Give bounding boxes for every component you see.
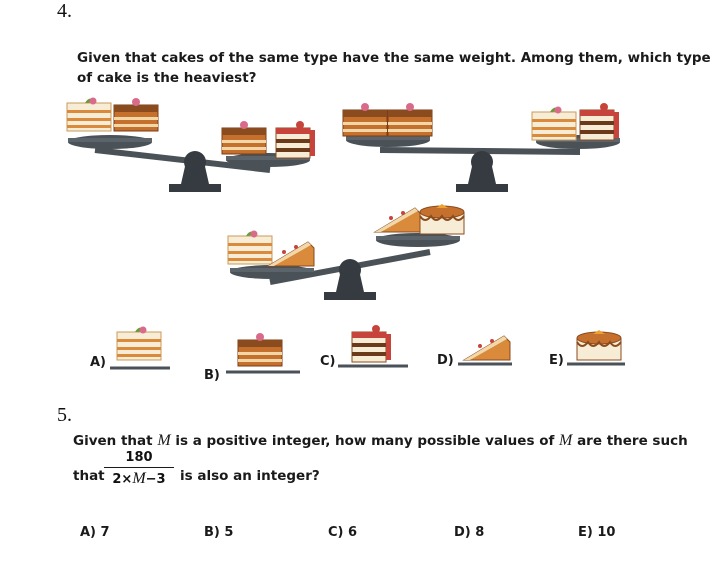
scale-1-left-pan	[68, 135, 152, 149]
option-c-cake	[352, 325, 391, 362]
scale-2-fulcrum	[456, 151, 508, 192]
cake-c	[580, 103, 619, 140]
cake-c	[276, 121, 315, 158]
variable-m: M	[559, 432, 573, 449]
q5-option-d[interactable]: D) 8	[454, 525, 485, 540]
cake-b	[222, 121, 266, 154]
scale-3	[228, 204, 464, 300]
cake-b	[388, 103, 432, 136]
option-d-cake	[464, 336, 510, 360]
option-a-cake	[117, 327, 161, 361]
question-5-that: that	[73, 468, 105, 484]
cake-a	[67, 98, 111, 132]
fraction-bar	[104, 467, 174, 468]
q5-option-b[interactable]: B) 5	[204, 525, 234, 540]
q5-option-a[interactable]: A) 7	[80, 525, 110, 540]
fraction-numerator: 180	[125, 450, 153, 465]
cake-a	[228, 231, 272, 265]
q4-option-b[interactable]: B)	[204, 368, 220, 383]
cake-d	[268, 242, 314, 266]
cake-b	[114, 98, 158, 131]
q4-option-c[interactable]: C)	[320, 354, 336, 369]
scale-3-right-pan	[376, 233, 460, 247]
question-4-line-1: Given that cakes of the same type have the same weight. Among them, which type	[77, 50, 711, 66]
question-5-line-2: is also an integer?	[180, 468, 320, 484]
option-cakes	[110, 325, 625, 372]
question-5-number: 5.	[57, 404, 72, 426]
cake-d	[375, 208, 421, 232]
q4-option-e[interactable]: E)	[549, 353, 564, 368]
option-b-cake	[238, 333, 282, 366]
scale-2	[343, 103, 620, 192]
q5-option-c[interactable]: C) 6	[328, 525, 358, 540]
fraction-denominator: 2×M−3	[112, 470, 166, 487]
cake-e	[420, 204, 464, 234]
cake-b	[343, 103, 387, 136]
cake-a	[532, 107, 576, 141]
question-4-line-2: of cake is the heaviest?	[77, 70, 257, 86]
q5-option-e[interactable]: E) 10	[578, 525, 616, 540]
variable-m: M	[157, 432, 171, 449]
scale-3-left-pan	[230, 265, 314, 279]
option-e-cake	[577, 330, 621, 360]
variable-m: M	[132, 470, 146, 487]
question-5-line-1: Given that M is a positive integer, how many possible values of M are there such	[73, 432, 688, 449]
q4-option-d[interactable]: D)	[437, 353, 454, 368]
q4-option-a[interactable]: A)	[90, 355, 107, 370]
scale-1	[67, 98, 315, 193]
question-4-number: 4.	[57, 0, 72, 22]
fraction	[104, 450, 174, 488]
